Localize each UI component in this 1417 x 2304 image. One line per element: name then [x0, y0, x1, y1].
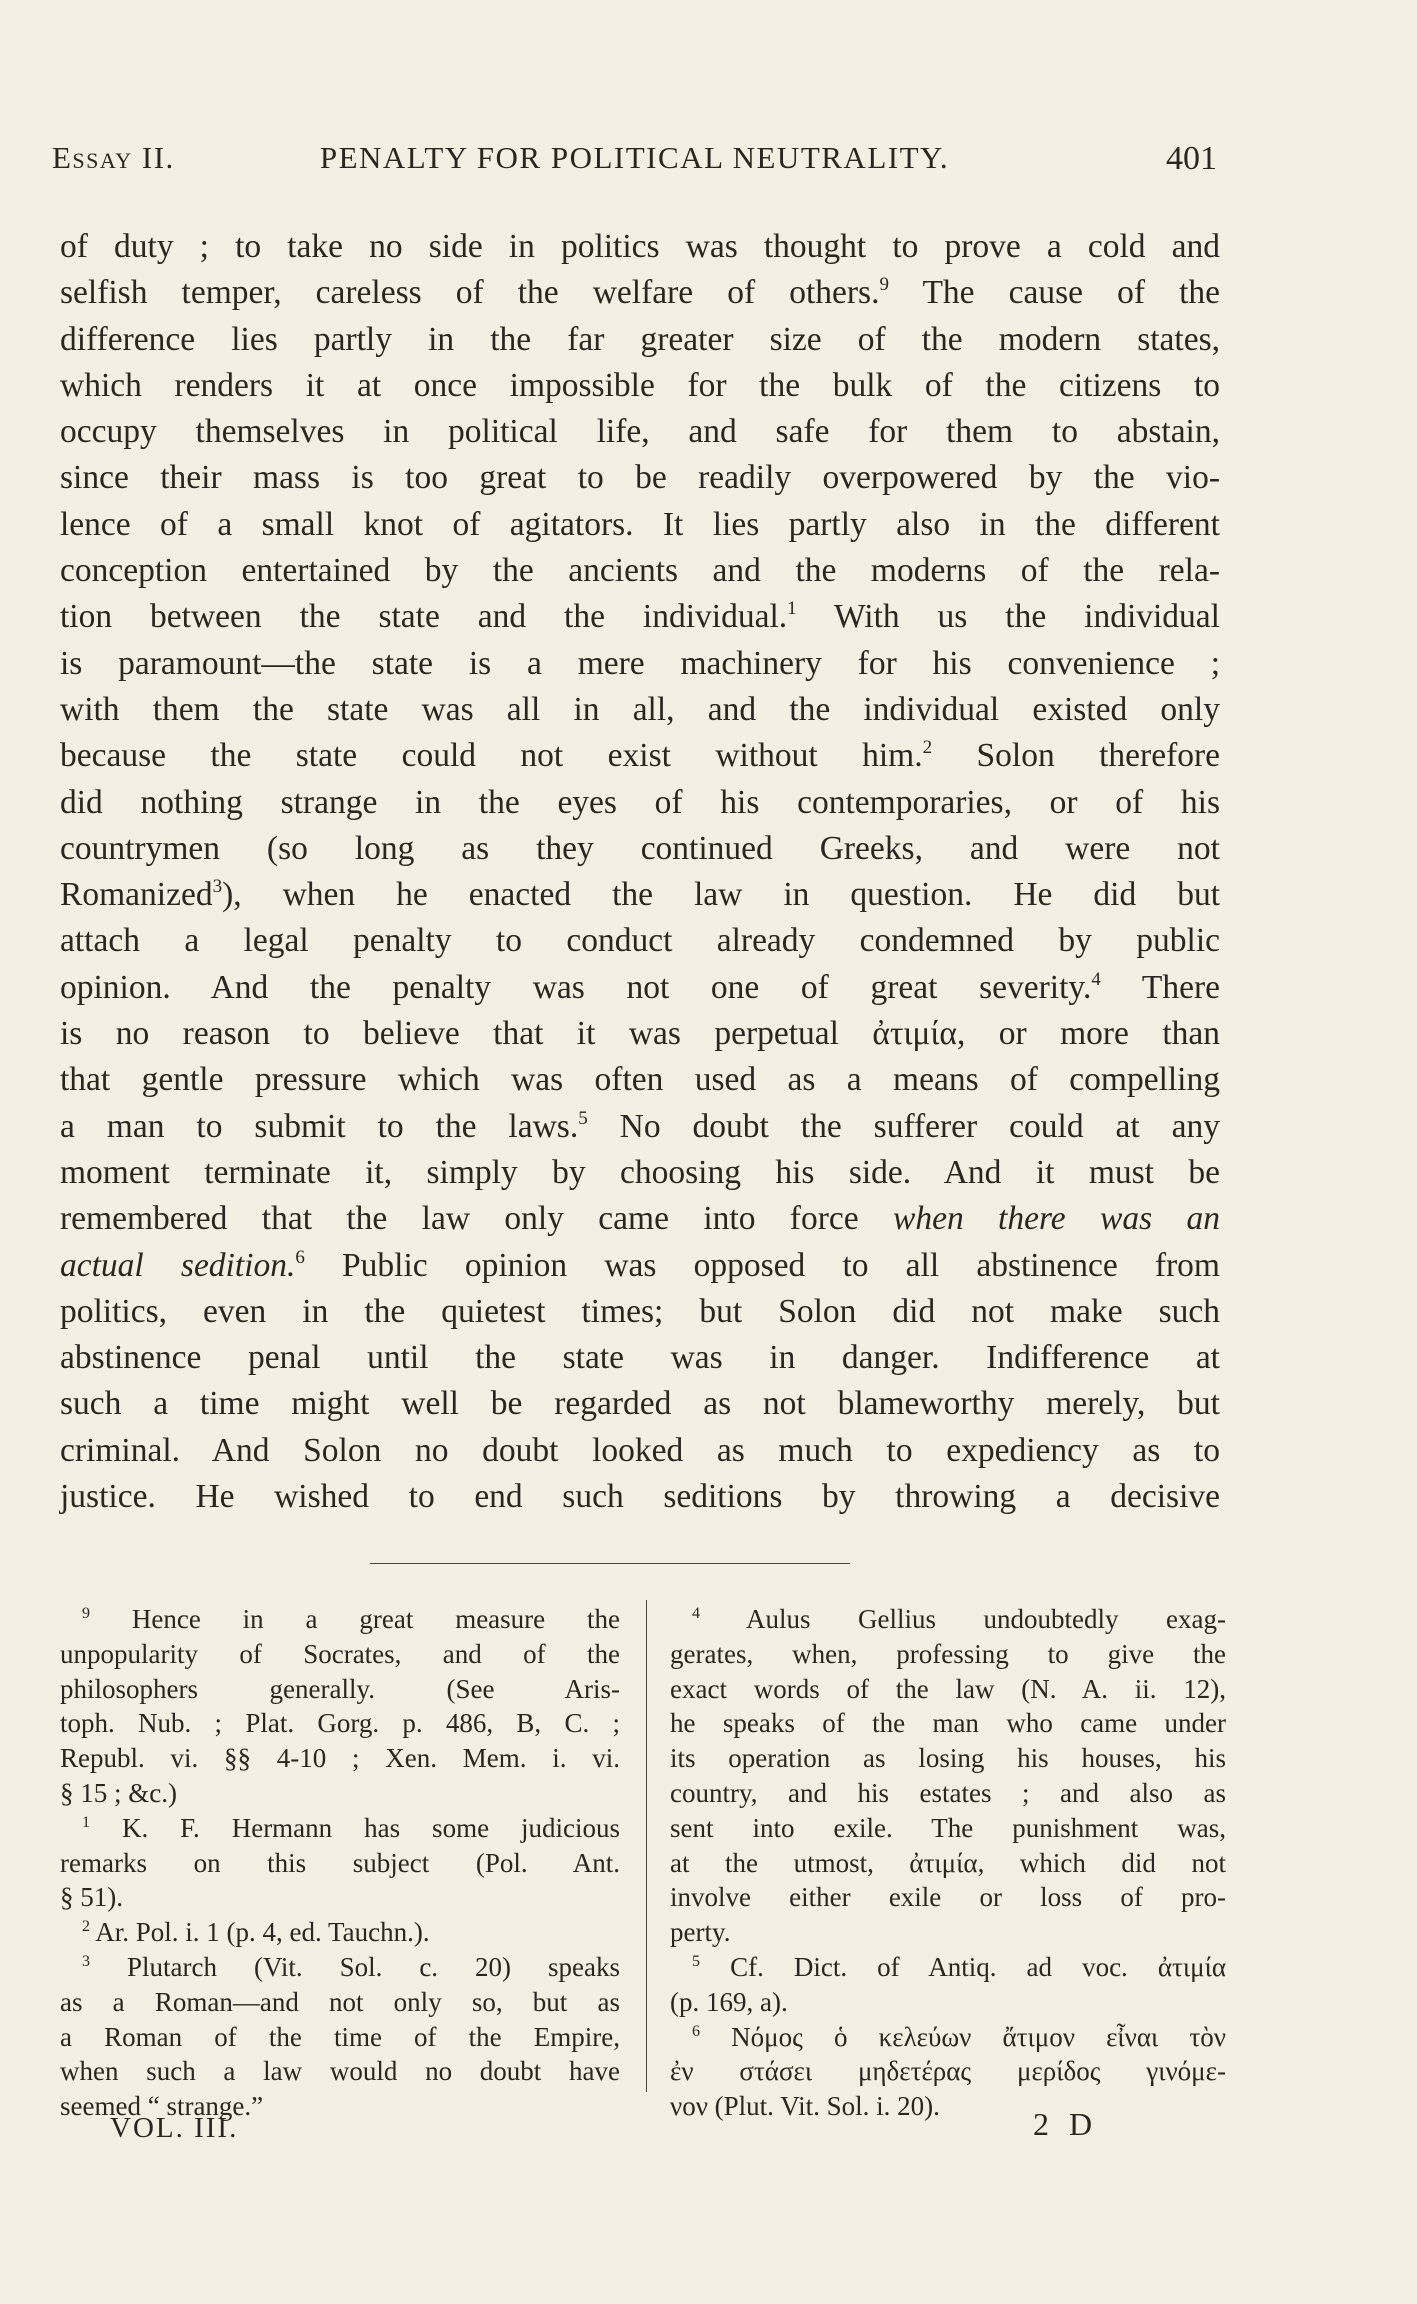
body-line: selfish temper, careless of the welfare of others.$^9$ The cause of the [60, 274, 1220, 312]
running-head [52, 140, 1217, 180]
footnote-ref: 5 [578, 1107, 588, 1129]
footnote-line: exact words of the law (N. A. ii. 12), [670, 1673, 1226, 1704]
body-line: tion between the state and the individual.$^1$ With us the individual [60, 598, 1220, 636]
body-line: moment terminate it, simply by choosing his side. And it must be [60, 1153, 1220, 1191]
footnote-line: gerates, when, professing to give the [670, 1638, 1226, 1669]
body-line: remembered that the law only came into force when there was an [60, 1200, 1221, 1238]
footnotes-right-column [670, 1602, 1226, 2124]
body-line: countrymen (so long as they continued Greeks, and were not [60, 829, 1220, 867]
body-line: abstinence penal until the state was in danger. Indifference at [60, 1339, 1220, 1377]
footnote-line: $^2$ Ar. Pol. i. 1 (p. 4, ed. Tauchn.). [82, 1917, 430, 1948]
italic-phrase: actual sedition. [60, 1246, 296, 1284]
footnote-line: philosophers generally. (See Aris- [60, 1673, 620, 1704]
footnote-line: $^6$ Νόμος ὁ κελεύων ἄτιμον εἶναι τὸν [692, 2021, 1227, 2052]
footnote-ref: 6 [295, 1246, 305, 1268]
body-line: politics, even in the quietest times; but Solon did not make such [60, 1292, 1220, 1330]
footnote-ref: 4 [1091, 968, 1101, 990]
footnote-line: § 51). [60, 1882, 123, 1913]
body-line: criminal. And Solon no doubt looked as much to expediency as to [60, 1431, 1220, 1469]
footnote-line: remarks on this subject (Pol. Ant. [60, 1847, 620, 1878]
body-line: because the state could not exist without him.$^2$ Solon therefore [60, 737, 1221, 775]
footnote-line: he speaks of the man who came under [670, 1708, 1226, 1739]
volume-signature: VOL. III. [110, 2112, 239, 2144]
footnote-line: toph. Nub. ; Plat. Gorg. p. 486, B, C. ; [60, 1708, 620, 1739]
footnote-line: as a Roman—and not only so, but as [60, 1986, 620, 2017]
footnote-ref: 2 [922, 737, 933, 759]
footnote-line: $^4$ Aulus Gellius undoubtedly exag- [692, 1604, 1227, 1634]
footnote-line: seemed “ strange.” [60, 2091, 264, 2122]
footnote-marker: 3 [82, 1952, 90, 1970]
body-line: attach a legal penalty to conduct already condemned by public [60, 922, 1220, 960]
body-line: lence of a small knot of agitators. It lies partly also in the different [60, 505, 1220, 543]
body-line: conception entertained by the ancients and the moderns of the rela- [60, 552, 1220, 590]
footnote-ref: 3 [212, 876, 223, 898]
footnote-line: $^3$ Plutarch (Vit. Sol. c. 20) speaks [82, 1951, 621, 1982]
footnote-marker: 5 [692, 1952, 700, 1970]
footnote-rule [370, 1563, 850, 1564]
body-line: which renders it at once impossible for the bulk of the citizens to [60, 366, 1220, 404]
body-line: did nothing strange in the eyes of his contemporaries, or of his [60, 783, 1220, 821]
body-line: with them the state was all in all, and the individual existed only [60, 690, 1220, 728]
footnote-marker: 1 [82, 1813, 90, 1831]
footnote-line: unpopularity of Socrates, and of the [60, 1638, 620, 1669]
running-title: PENALTY FOR POLITICAL NEUTRALITY. [319, 140, 950, 175]
footnote-line: Republ. vi. §§ 4-10 ; Xen. Mem. i. vi. [60, 1743, 620, 1774]
footnote-marker: 2 [82, 1918, 90, 1936]
body-text [60, 224, 1220, 1520]
body-line: a man to submit to the laws.$^5$ No doubt the sufferer could at any [60, 1107, 1221, 1145]
body-line: justice. He wished to end such seditions by throwing a decisive [60, 1478, 1220, 1516]
footnote-line: country, and his estates ; and also as [670, 1777, 1226, 1808]
footnote-line: $^9$ Hence in a great measure the [82, 1604, 620, 1634]
footnote-line: a Roman of the time of the Empire, [60, 2021, 620, 2052]
footnote-line: at the utmost, ἀτιμία, which did not [670, 1847, 1226, 1878]
essay-label: Essay II. [52, 140, 175, 175]
signature-mark: 2 D [1033, 2106, 1099, 2142]
footnotes-left-column [60, 1602, 620, 2124]
body-line: Romanized$^3$), when he enacted the law in question. He did but [60, 876, 1220, 914]
body-line: occupy themselves in political life, and safe for them to abstain, [60, 413, 1220, 451]
footnote-line: $^1$ K. F. Hermann has some judicious [82, 1812, 620, 1843]
footnote-column-divider [646, 1600, 647, 2092]
footnote-marker: 9 [82, 1605, 90, 1622]
footnote-line: § 15 ; &c.) [60, 1777, 177, 1808]
footnote-line: perty. [670, 1917, 731, 1948]
footnote-line: ἐν στάσει μηδετέρας μερίδος γινόμε- [670, 2056, 1226, 2087]
italic-phrase: when there was an [892, 1200, 1221, 1238]
body-line: is paramount—the state is a mere machinery for his convenience ; [60, 644, 1220, 682]
footnote-marker: 4 [692, 1605, 700, 1622]
footnote-line: $^5$ Cf. Dict. of Antiq. ad voc. ἀτιμία [692, 1951, 1226, 1982]
footnote-line: when such a law would no doubt have [60, 2056, 620, 2087]
body-line: of duty ; to take no side in politics was thought to prove a cold and [60, 228, 1220, 265]
body-line: opinion. And the penalty was not one of great severity.$^4$ There [60, 968, 1220, 1006]
body-line: that gentle pressure which was often used as a means of compelling [60, 1061, 1220, 1099]
footnote-marker: 6 [692, 2022, 700, 2040]
footnote-line: its operation as losing his houses, his [670, 1743, 1226, 1774]
body-line: is no reason to believe that it was perpetual ἀτιμία, or more than [60, 1015, 1220, 1053]
page-number: 401 [1166, 140, 1217, 177]
footnote-line: νον (Plut. Vit. Sol. i. 20). [670, 2091, 940, 2122]
body-line: since their mass is too great to be readily overpowered by the vio- [60, 459, 1220, 497]
footnote-line: (p. 169, a). [670, 1986, 788, 2017]
footnote-ref: 9 [879, 274, 889, 296]
body-line: difference lies partly in the far greater size of the modern states, [60, 320, 1220, 358]
body-line: actual sedition.$^6$ Public opinion was opposed to all abstinence from [60, 1246, 1220, 1284]
footnote-line: sent into exile. The punishment was, [670, 1812, 1226, 1843]
body-line: such a time might well be regarded as not blameworthy merely, but [60, 1385, 1220, 1423]
footnote-line: involve either exile or loss of pro- [670, 1882, 1226, 1913]
footnote-ref: 1 [787, 598, 797, 620]
